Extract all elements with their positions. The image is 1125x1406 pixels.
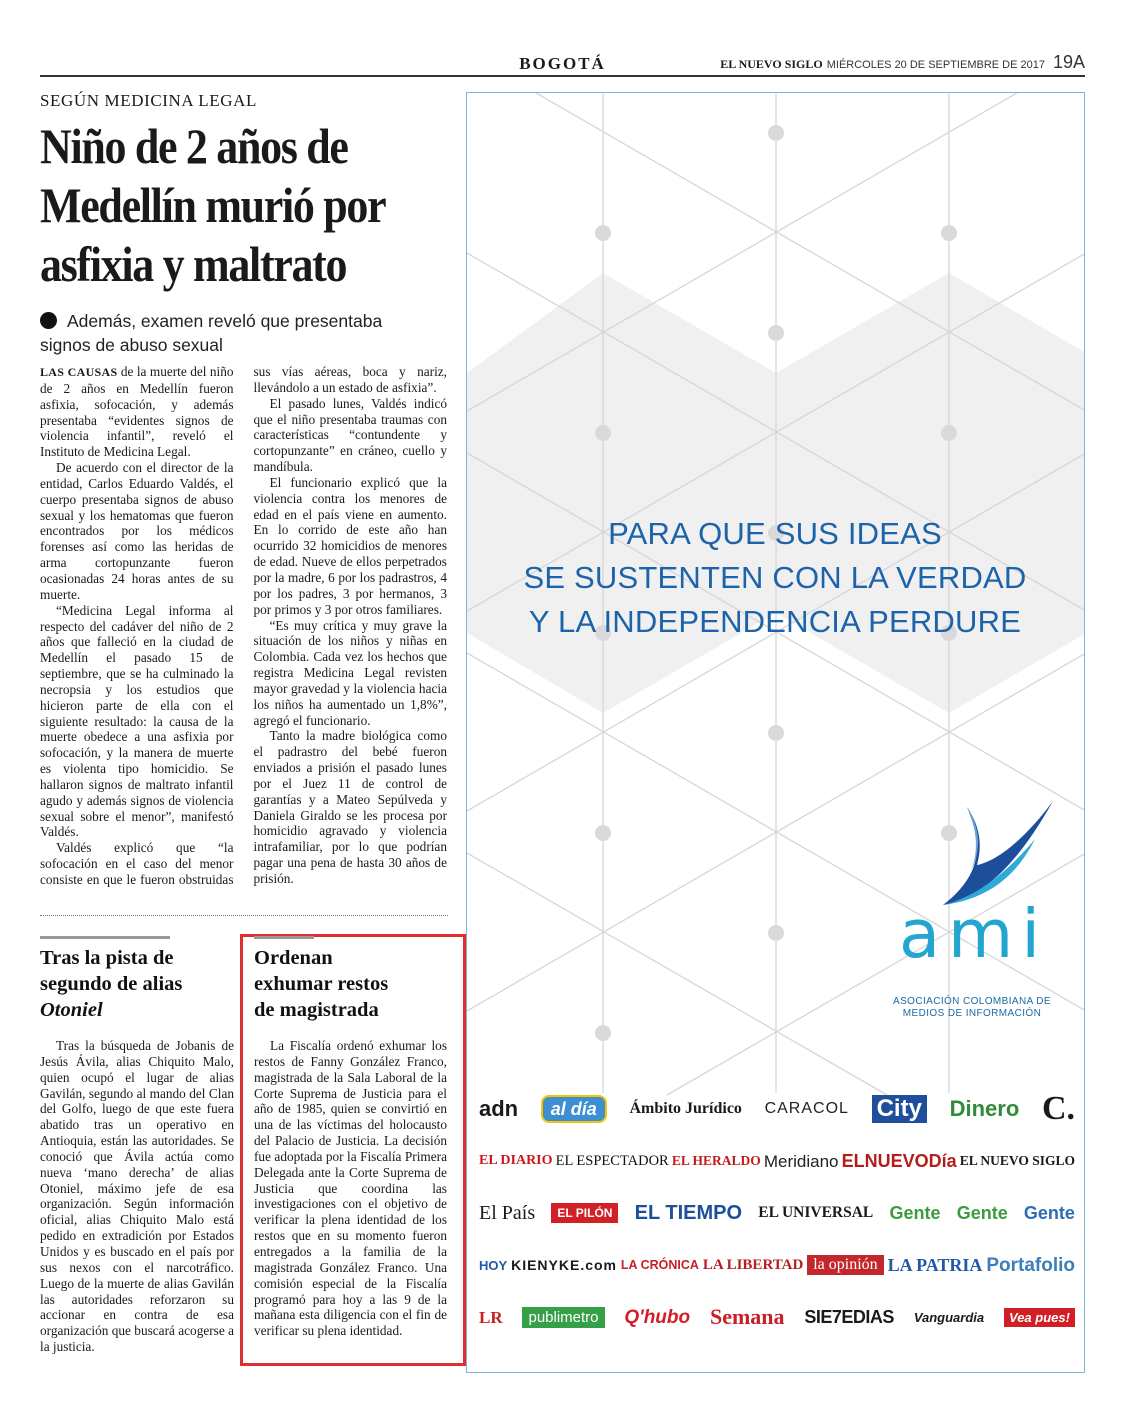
logo-el-diario: EL DIARIO [479,1153,553,1168]
logo-colombiano: C. [1041,1090,1075,1127]
article-paragraph: Tanto la madre biológica como el padrastro del bebé fueron enviados a prisión el pasado lunes por el Juez 11 de control de garantías y a Mateo Sepúlveda y Daniela Giraldo se les procesa por homicidio agravado y violencia intrafamiliar, por lo que podrían pagar una pena de hasta 30 años de prisión. [253,728,447,886]
logo-el-universal: EL UNIVERSAL [758,1204,874,1222]
logo-semana: Semana [709,1304,785,1329]
headline-line: Niño de 2 años de [40,118,348,174]
headline-line: asfixia y maltrato [40,236,347,292]
story-title: Tras la pista de segundo de alias Otoniel [40,947,183,1021]
logo-row [479,1239,1075,1291]
article-subhead [40,309,460,357]
logo-publimetro: publimetro [522,1307,604,1328]
logo-gente: Gente [1023,1203,1075,1223]
logo-la-libertad: LA LIBERTAD [702,1256,804,1273]
logo-qhubo: Q'hubo [624,1306,691,1328]
logo-meridiano: Meridiano [763,1151,839,1171]
ad-slogan: PARA QUE SUS IDEAS SE SUSTENTEN CON LA VERDAD Y LA INDEPENDENCIA PERDURE [523,516,1027,639]
logo-row [479,1083,1075,1135]
logo-row [479,1135,1075,1187]
article-paragraph: LAS CAUSAS de la muerte del niño de 2 años en Medellín fueron asfixia, sofocación, y además presentaba “evidentes signos de violencia infantil”, reveló el Instituto de Medicina Legal. [40,364,234,460]
logo-kienyke: KIENYKE.com [511,1257,617,1273]
member-logos [479,1083,1075,1343]
article-kicker: SEGÚN MEDICINA LEGAL [40,91,257,110]
logo-el-nuevo-siglo: EL NUEVO SIGLO [959,1153,1075,1169]
section-name: BOGOTÁ [519,54,606,73]
article-paragraph: De acuerdo con el director de la entidad, Carlos Eduardo Valdés, el cuerpo presentaba signos de abuso sexual y los hematomas que fueron encontrados por los médicos forenses así como las heridas de arma cortopunzante fueron ocasionadas 24 horas antes de su muerte. [40,460,234,602]
issue-date: MIÉRCOLES 20 DE SEPTIEMBRE DE 2017 [826,59,1045,71]
subhead-line: Además, examen reveló que presentaba [67,311,383,331]
subhead-line: signos de abuso sexual [40,335,223,355]
logo-gente-cabecera: Gente [889,1203,941,1223]
ami-wordmark: ami [899,895,1048,973]
masthead [720,52,1085,73]
article-paragraph: Valdés explicó que “la sofocación en el caso del menor consiste en que le fueron obstruidas sus vías aéreas, boca y nariz, llevándolo a un estado de asfixia”. [40,364,447,887]
logo-el-pilon: EL PILÓN [551,1203,618,1223]
logo-row [479,1291,1075,1343]
logo-la-cronica: LA CRÓNICA [620,1257,699,1272]
logo-city: City [872,1095,927,1123]
logo-el-espectador: EL ESPECTADOR [555,1152,669,1169]
logo-la-patria: LA PATRIA [887,1255,983,1275]
story-otoniel [40,936,234,1355]
advertisement[interactable] [466,92,1085,1373]
section-divider [40,915,448,916]
logo-dinero: Dinero [949,1096,1020,1121]
article-paragraph: “Medicina Legal informa al respecto del cadáver del niño de 2 años que falleció en la ciudad de Medellín el pasado 15 de septiembre, que se ha culminado la necropsia y los estudios que hicieron parte de ella con el siguiente resultado: la causa de la muerte obedece a una asfixia por sofocación, y la manera de muerte es violenta tipo homicidio. Se hallaron signos de maltrato infantil agudo y además signos de violencia sexual sobre el menor”, manifestó Valdés. [40,602,234,840]
logo-el-tiempo: EL TIEMPO [634,1202,743,1224]
logo-adn: adn [479,1096,519,1121]
logo-la-opinion: la opinión [807,1255,883,1275]
logo-siete-dias: SIE7EDIAS [804,1307,894,1327]
logo-vanguardia: Vanguardia [913,1309,985,1325]
story-title: Ordenan exhumar restos de magistrada [254,947,389,1021]
header-rule [40,75,1085,77]
logo-vea-pues: Vea pues! [1004,1308,1075,1327]
logo-row [479,1187,1075,1239]
page-number: 19A [1052,52,1085,72]
logo-caracol-radio: CARACOL [764,1100,849,1117]
lead-in: LAS CAUSAS [40,365,118,379]
logo-el-pais: El País [479,1202,536,1224]
headline-line: Medellín murió por [40,177,386,233]
logo-el-nuevo-dia: ELNUEVODía [841,1151,957,1171]
ami-subtitle: ASOCIACIÓN COLOMBIANA DE MEDIOS DE INFORMACIÓN [893,996,1051,1019]
logo-portafolio: Portafolio [986,1254,1075,1276]
article-paragraph: El funcionario explicó que la violencia contra los menores de edad en el país viene en aumento. En lo corrido de este año han ocurrido 32 homicidios de menores de edad. Nueve de ellos perpetrados por la madre, 6 por los padrastros, 4 por los padres, 3 por hermanos, 3 por primos y 3 por otros familiares. [253,474,447,617]
logo-hoy: HOY [479,1257,508,1273]
paper-name: EL NUEVO SIGLO [720,57,823,71]
article-body [40,364,447,910]
story-magistrada [254,936,447,1339]
story-body: La Fiscalía ordenó exhumar los restos de Fanny González Franco, magistrada de la Sala Laboral de la Corte Suprema de Justicia para el año de 1985, quien se convirtió en una de las víctimas del holocausto del Palacio de Justicia. La decisión fue adoptada por la Fiscalía Primera Delegada ante la Corte Suprema de Justicia que coordina las investigaciones con el objetivo de verificar la plena identidad de los restos que en su momento fueron entregados a la familia de la magistrada González Franco. Una comisión especial de la Fiscalía programó para hoy a las 9 de la mañana esta diligencia con el fin de verificar su plena identidad. [254,1038,447,1339]
logo-gente-cañaveral: Gente [956,1203,1008,1223]
article-headline [40,117,410,294]
article-paragraph: “Es muy crítica y muy grave la situación de los niños y niñas en Colombia. Cada vez los hechos que registra Medicina Legal revisten mayor gravedad y la violencia hacia los niños ha aumentado un 1,8%”, agregó el funcionario. [253,617,447,728]
story-rule [254,936,314,939]
logo-aldia: al día [541,1095,607,1123]
bullet-icon [40,312,57,329]
article-paragraph: El pasado lunes, Valdés indicó que el niño presentaba traumas con características “contundente y cortopunzante” en cráneo, cuello y mandíbula. [253,395,447,475]
logo-ambito-juridico: Ámbito Jurídico [629,1100,742,1117]
logo-el-heraldo: EL HERALDO [671,1153,761,1169]
story-body: Tras la búsqueda de Jobanis de Jesús Ávila, alias Chiquito Malo, quien ocupó el lugar de alias Gavilán, segundo al mando del Clan del Golfo, luego de que este fuera abatido tras un operativo en Antioquia, están las autoridades. Se conoció que Ávila actúa como nueva ‘mano derecha’ de alias Otoniel, máximo jefe de esa organización. Según información oficial, alias Chiquito Malo está pedido en extradición por Estados Unidos y es buscado en el país por sus nexos con el narcotráfico. Luego de la muerte de alias Gavilán las autoridades reforzaron su accionar en contra de esa organización que buscará acogerse a la justicia. [40,1038,234,1355]
story-rule [40,936,170,939]
logo-la-republica: LR [479,1307,503,1327]
